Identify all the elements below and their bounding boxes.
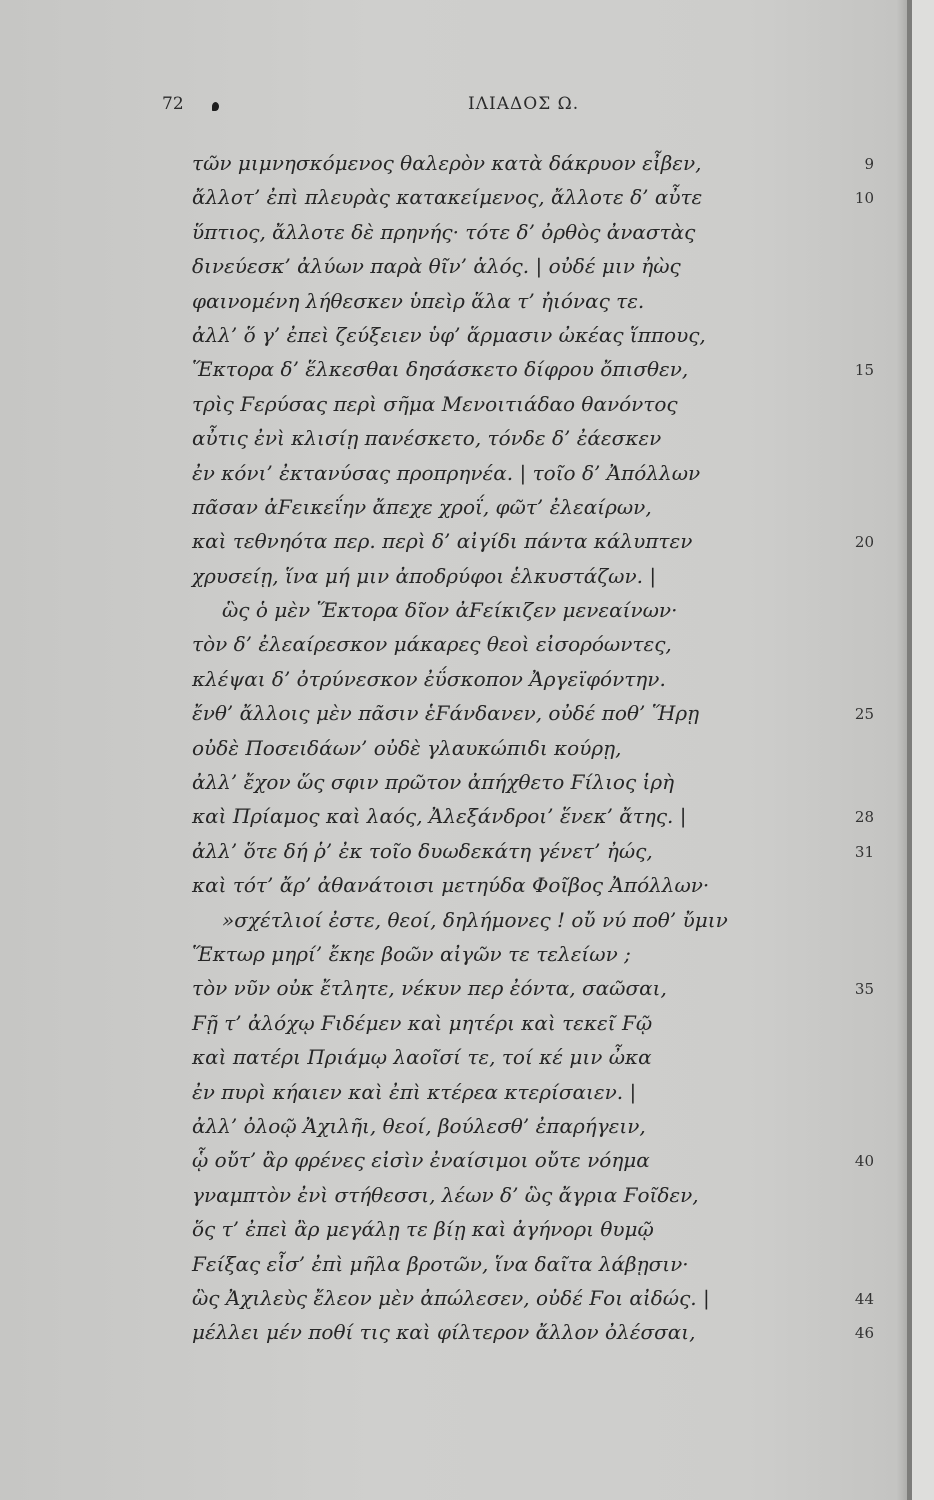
verse-line <box>0 1145 934 1179</box>
line-number: 40 <box>854 1152 874 1171</box>
verse-line <box>0 1283 934 1317</box>
running-title: ΙΛΙΑΔΟΣ Ω. <box>468 94 580 114</box>
verse-text: αὖτις ἐνὶ κλισίῃ πανέσκετο, τόνδε δ’ ἐάεσκεν <box>192 426 662 451</box>
verse-line <box>0 1077 934 1111</box>
verse-line <box>0 217 934 251</box>
verse-text: Ϝῇ τ’ ἀλόχῳ Ϝιδέμεν καὶ μητέρι καὶ τεκεῖ Ϝῷ <box>192 1010 653 1035</box>
verse-text: ᾧ οὔτ’ ἂρ φρένες εἰσὶν ἐναίσιμοι οὔτε νόημα <box>192 1148 650 1173</box>
verse-line <box>0 1214 934 1248</box>
verse-line <box>0 629 934 663</box>
verse-line <box>0 733 934 767</box>
verse-text: καὶ τεθνηότα περ. περὶ δ’ αἰγίδι πάντα κάλυπτεν <box>192 529 693 554</box>
verse-line <box>0 1008 934 1042</box>
verse-text: χρυσείῃ, ἵνα μή μιν ἀποδρύφοι ἑλκυστάζων. | <box>192 563 657 588</box>
line-number: 15 <box>854 361 874 380</box>
verse-text: τὸν νῦν οὐκ ἔτλητε, νέκυν περ ἐόντα, σαῶσαι, <box>192 976 667 1001</box>
verse-text: μέλλει μέν ποθί τις καὶ φίλτερον ἄλλον ὀλέσσαι, <box>192 1320 696 1345</box>
verse-text: τρὶς Ϝερύσας περὶ σῆμα Μενοιτιάδαο θανόντος <box>192 391 678 416</box>
running-head <box>0 90 934 120</box>
verse-text: καὶ Πρίαμος καὶ λαός, Ἀλεξάνδροι’ ἕνεκ’ ἄτης. | <box>192 804 687 829</box>
verse-text: οὐδὲ Ποσειδάων’ οὐδὲ γλαυκώπιδι κούρῃ, <box>192 735 622 760</box>
verse-line <box>0 1111 934 1145</box>
verse-line <box>0 182 934 216</box>
verse-text: ἀλλ’ ὅ γ’ ἐπεὶ ζεύξειεν ὑφ’ ἅρμασιν ὠκέας ἵππους, <box>192 322 706 347</box>
verse-line <box>0 973 934 1007</box>
verse-text: τὸν δ’ ἐλεαίρεσκον μάκαρες θεοὶ εἰσορόωντες, <box>192 632 672 657</box>
line-number: 10 <box>854 189 874 208</box>
verse-line <box>0 1249 934 1283</box>
verse-text: ὣς Ἀχιλεὺς ἔλεον μὲν ἀπώλεσεν, οὐδέ Ϝοι αἰδώς. | <box>192 1285 710 1310</box>
verse-text: ἐν κόνι’ ἐκτανύσας προπρηνέα. | τοῖο δ’ Ἀπόλλων <box>192 460 701 485</box>
verse-line <box>0 801 934 835</box>
verse-text: ἔνθ’ ἄλλοις μὲν πᾶσιν ἑϜάνδανεν, οὐδέ ποθ’ Ἥρῃ <box>192 701 700 726</box>
verse-text: Ἕκτορα δ’ ἕλκεσθαι δησάσκετο δίφρου ὄπισθεν, <box>192 357 689 382</box>
line-number: 20 <box>854 533 874 552</box>
verse-text: ἄλλοτ’ ἐπὶ πλευρὰς κατακείμενος, ἄλλοτε δ’ αὖτε <box>192 185 703 210</box>
verse-line <box>0 1180 934 1214</box>
verse-text: ἀλλ’ ὅτε δή ῥ’ ἐκ τοῖο δυωδεκάτη γένετ’ ἠώς, <box>192 838 653 863</box>
verse-line <box>0 664 934 698</box>
line-number: 44 <box>854 1289 874 1308</box>
verse-line <box>0 698 934 732</box>
line-number: 28 <box>854 808 874 827</box>
line-number: 31 <box>854 842 874 861</box>
verse-line <box>0 492 934 526</box>
line-number: 9 <box>864 155 874 173</box>
verse-line <box>0 595 934 629</box>
verse-text: καὶ τότ’ ἄρ’ ἀθανάτοισι μετηύδα Φοῖβος Ἀπόλλων· <box>192 873 710 898</box>
verse-line <box>0 320 934 354</box>
verse-text: τῶν μιμνησκόμενος θαλερὸν κατὰ δάκρυον εἶβεν, <box>192 151 702 175</box>
verse-line <box>0 458 934 492</box>
verse-text: πᾶσαν ἀϜεικεΐην ἄπεχε χροΐ, φῶτ’ ἐλεαίρων, <box>192 494 652 519</box>
verse-text: κλέψαι δ’ ὀτρύνεσκον ἐΰσκοπον Ἀργεϊφόντην. <box>192 666 666 691</box>
verse-line <box>0 767 934 801</box>
verse-line <box>0 286 934 320</box>
verse-text: γναμπτὸν ἐνὶ στήθεσσι, λέων δ’ ὣς ἄγρια Ϝοῖδεν, <box>192 1182 699 1207</box>
line-number: 35 <box>854 980 874 999</box>
ink-blot-mark <box>212 102 219 111</box>
verse-line <box>0 905 934 939</box>
verse-text: ἀλλ’ ὀλοῷ Ἀχιλῆι, θεοί, βούλεσθ’ ἐπαρήγειν, <box>192 1113 646 1138</box>
verse-text: δινεύεσκ’ ἀλύων παρὰ θῖν’ ἁλός. | οὐδέ μιν ἠὼς <box>192 254 681 279</box>
verse-text: Ϝείξας εἶσ’ ἐπὶ μῆλα βροτῶν, ἵνα δαῖτα λάβῃσιν· <box>192 1251 689 1276</box>
verse-line <box>0 354 934 388</box>
verse-text: ὅς τ’ ἐπεὶ ἂρ μεγάλῃ τε βίῃ καὶ ἀγήνορι θυμῷ <box>192 1217 654 1242</box>
verse-line <box>0 939 934 973</box>
verse-text: ὕπτιος, ἄλλοτε δὲ πρηνής· τότε δ’ ὀρθὸς ἀναστὰς <box>192 219 696 244</box>
verse-line <box>0 148 934 182</box>
verse-line <box>0 836 934 870</box>
verse-line <box>0 389 934 423</box>
verse-line <box>0 561 934 595</box>
verse-text: ἐν πυρὶ κήαιεν καὶ ἐπὶ κτέρεα κτερίσαιεν. | <box>192 1079 637 1104</box>
verse-text: »σχέτλιοί ἐστε, θεοί, δηλήμονες ! οὔ νύ ποθ’ ὔμιν <box>222 907 728 932</box>
line-number: 25 <box>854 705 874 724</box>
verse-line <box>0 1042 934 1076</box>
verse-block <box>0 148 934 1352</box>
verse-text: ὣς ὁ μὲν Ἕκτορα δῖον ἀϜείκιζεν μενεαίνων· <box>222 598 678 623</box>
line-number: 46 <box>854 1324 874 1343</box>
verse-text: Ἕκτωρ μηρί’ ἔκηε βοῶν αἰγῶν τε τελείων ; <box>192 941 631 966</box>
verse-line <box>0 526 934 560</box>
verse-line <box>0 423 934 457</box>
verse-text: ἀλλ’ ἔχον ὥς σφιν πρῶτον ἀπήχθετο Ϝίλιος ἱρὴ <box>192 770 675 795</box>
verse-line <box>0 870 934 904</box>
verse-text: καὶ πατέρι Πριάμῳ λαοῖσί τε, τοί κέ μιν ὦκα <box>192 1045 652 1070</box>
verse-text: φαινομένη λήθεσκεν ὑπεὶρ ἅλα τ’ ἠιόνας τε. <box>192 288 645 313</box>
page-number: 72 <box>162 94 184 114</box>
verse-line <box>0 1317 934 1351</box>
verse-line <box>0 251 934 285</box>
